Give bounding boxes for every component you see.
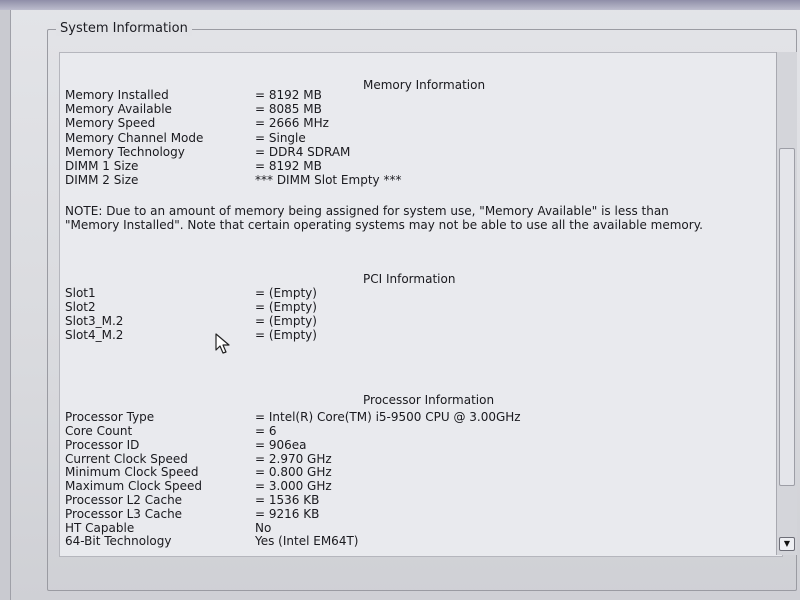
- memory-row-speed: [65, 116, 755, 130]
- processor-row-64bit: [65, 534, 755, 548]
- row-label: Memory Channel Mode: [65, 131, 204, 145]
- row-label: Slot2: [65, 300, 96, 314]
- memory-row-dimm2: [65, 173, 755, 187]
- row-label: DIMM 1 Size: [65, 159, 139, 173]
- row-value: = DDR4 SDRAM: [255, 145, 351, 159]
- pci-row-slot2: [65, 300, 755, 314]
- row-value: = (Empty): [255, 286, 317, 300]
- row-value: = (Empty): [255, 314, 317, 328]
- row-label: Maximum Clock Speed: [65, 479, 202, 493]
- row-label: Processor Type: [65, 410, 155, 424]
- row-label: DIMM 2 Size: [65, 173, 139, 187]
- mouse-pointer-icon: [215, 333, 233, 355]
- row-label: Memory Technology: [65, 145, 185, 159]
- group-title: System Information: [56, 21, 192, 36]
- row-value: = 6: [255, 424, 277, 438]
- processor-heading: Processor Information: [363, 393, 495, 407]
- row-label: HT Capable: [65, 521, 135, 535]
- memory-heading: Memory Information: [363, 78, 486, 92]
- scroll-down-arrow-icon[interactable]: ▼: [779, 537, 795, 551]
- processor-row-core-count: [65, 424, 755, 438]
- row-label: Memory Speed: [65, 116, 156, 130]
- memory-row-installed: [65, 88, 755, 102]
- row-value: = 8192 MB: [255, 88, 322, 102]
- row-value: = 8085 MB: [255, 102, 322, 116]
- row-value: = 2.970 GHz: [255, 452, 332, 466]
- memory-row-available: [65, 102, 755, 116]
- row-value: *** DIMM Slot Empty ***: [255, 173, 402, 187]
- row-value: = 0.800 GHz: [255, 465, 332, 479]
- row-label: Processor ID: [65, 438, 140, 452]
- info-panel: [59, 52, 783, 557]
- row-value: = 9216 KB: [255, 507, 320, 521]
- row-value: = (Empty): [255, 328, 317, 342]
- row-label: Slot1: [65, 286, 96, 300]
- row-label: Processor L3 Cache: [65, 507, 183, 521]
- processor-row-ht-capable: [65, 521, 755, 535]
- row-value: = Intel(R) Core(TM) i5-9500 CPU @ 3.00GHz: [255, 410, 521, 424]
- row-label: Memory Available: [65, 102, 172, 116]
- row-value: = Single: [255, 131, 306, 145]
- scroll-thumb[interactable]: [779, 148, 795, 486]
- row-value: = 1536 KB: [255, 493, 320, 507]
- row-label: Processor L2 Cache: [65, 493, 183, 507]
- memory-row-dimm1: [65, 159, 755, 173]
- memory-row-technology: [65, 145, 755, 159]
- row-label: Memory Installed: [65, 88, 169, 102]
- row-label: Slot3_M.2: [65, 314, 124, 328]
- processor-row-max-clock: [65, 479, 755, 493]
- processor-row-type: [65, 410, 755, 424]
- top-edge: [0, 0, 800, 10]
- row-label: Core Count: [65, 424, 133, 438]
- row-value: No: [255, 521, 272, 535]
- vertical-scrollbar[interactable]: [776, 52, 797, 555]
- pci-row-slot3: [65, 314, 755, 328]
- left-edge: [0, 10, 11, 600]
- row-label: Minimum Clock Speed: [65, 465, 199, 479]
- row-value: Yes (Intel EM64T): [255, 534, 359, 548]
- memory-note: NOTE: Due to an amount of memory being assigned for system use, "Memory Available" is less than "Memory Installed". Note that certain operating systems may not be able to use all the available memory.: [65, 204, 703, 232]
- row-value: = 906ea: [255, 438, 307, 452]
- processor-row-l2-cache: [65, 493, 755, 507]
- pci-row-slot1: [65, 286, 755, 300]
- row-value: = 8192 MB: [255, 159, 322, 173]
- processor-row-current-clock: [65, 452, 755, 466]
- info-content: [60, 53, 782, 556]
- row-value: = 2666 MHz: [255, 116, 329, 130]
- processor-row-min-clock: [65, 465, 755, 479]
- row-label: Current Clock Speed: [65, 452, 188, 466]
- row-label: 64-Bit Technology: [65, 534, 172, 548]
- memory-row-channel-mode: [65, 131, 755, 145]
- pci-heading: PCI Information: [363, 272, 456, 286]
- processor-row-id: [65, 438, 755, 452]
- row-value: = 3.000 GHz: [255, 479, 332, 493]
- pci-row-slot4: [65, 328, 755, 342]
- row-value: = (Empty): [255, 300, 317, 314]
- row-label: Slot4_M.2: [65, 328, 124, 342]
- processor-row-l3-cache: [65, 507, 755, 521]
